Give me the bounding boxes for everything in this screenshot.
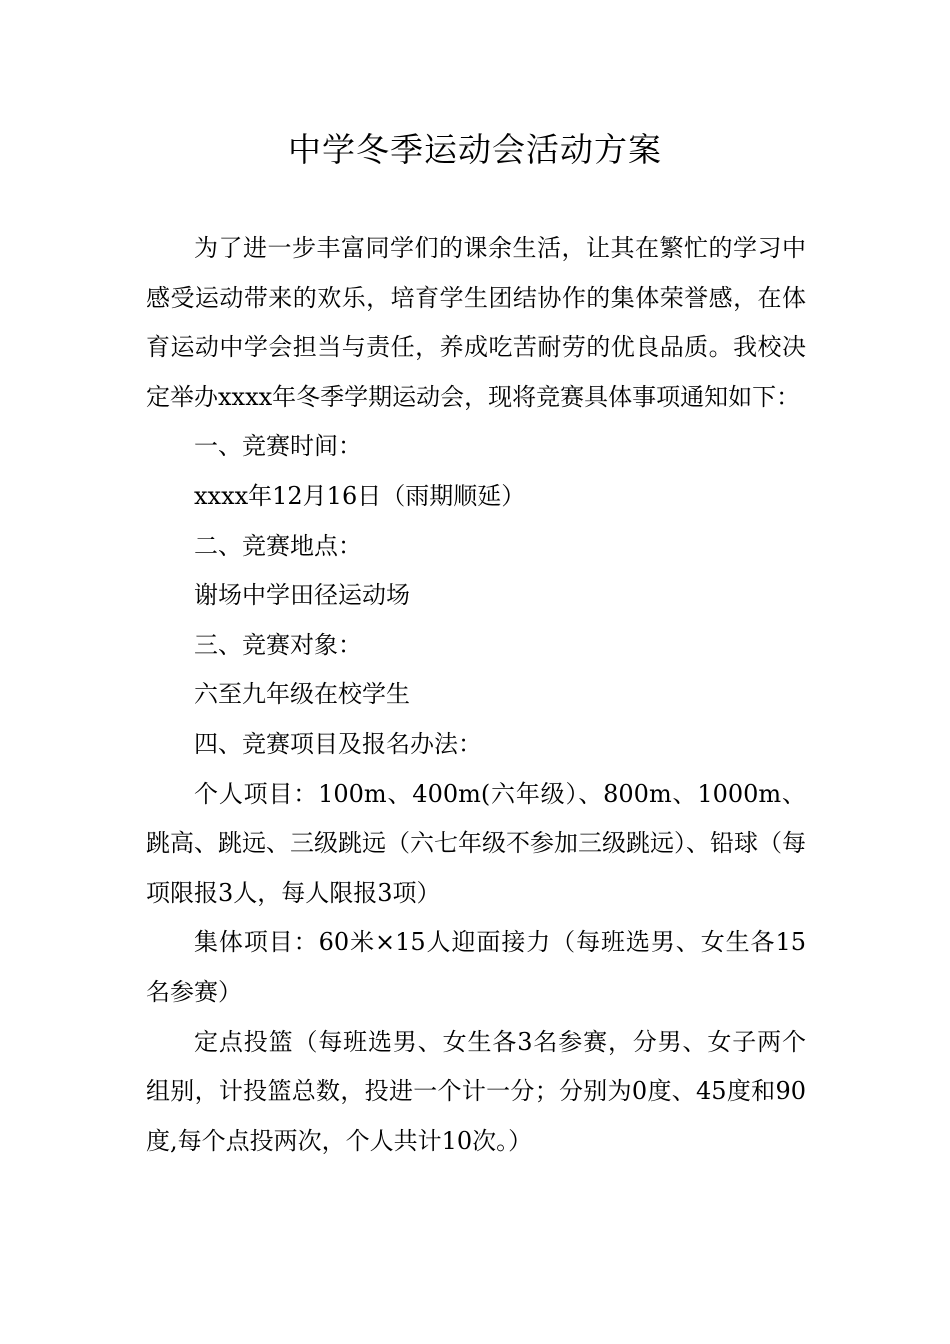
competition-date: xxxx年12月16日（雨期顺延） <box>194 481 526 510</box>
section-heading-participants: 三、竞赛对象： <box>194 630 362 659</box>
document-body <box>146 224 806 1166</box>
document-title: 中学冬季运动会活动方案 <box>288 130 662 169</box>
individual-events-paragraph: 个人项目：100m、400m(六年级）、800m、1000m、跳高、跳远、三级跳远（六七年级不参加三级跳远）、铅球（每项限报3人，每人限报3项） <box>146 779 806 907</box>
section-heading-events: 四、竞赛项目及报名办法： <box>194 729 482 758</box>
competition-location: 谢场中学田径运动场 <box>194 581 410 610</box>
shooting-event-paragraph: 定点投篮（每班选男、女生各3名参赛，分男、女子两个组别，计投篮总数，投进一个计一分；分别为0度、45度和90度,每个点投两次，个人共计10次。） <box>146 1027 806 1155</box>
section-heading-time: 一、竞赛时间： <box>194 432 362 461</box>
competition-participants: 六至九年级在校学生 <box>194 680 410 709</box>
section-heading-location: 二、竞赛地点： <box>194 531 362 560</box>
team-events-paragraph: 集体项目：60米×15人迎面接力（每班选男、女生各15名参赛） <box>146 928 806 1006</box>
intro-paragraph: 为了进一步丰富同学们的课余生活，让其在繁忙的学习中感受运动带来的欢乐，培育学生团结协作的集体荣誉感，在体育运动中学会担当与责任，养成吃苦耐劳的优良品质。我校决定举办xxxx年冬季学期运动会，现将竞赛具体事项通知如下： <box>146 234 806 411</box>
